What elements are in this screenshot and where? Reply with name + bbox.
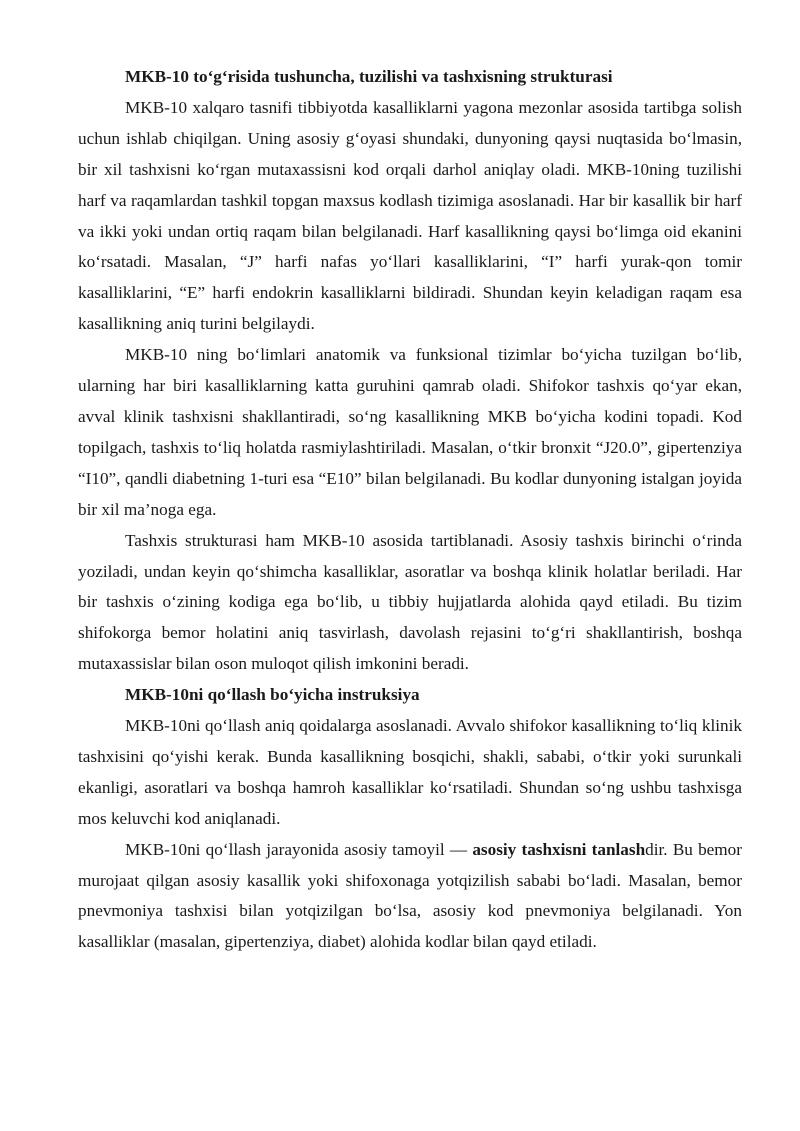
main-principle-text-before: MKB-10ni qo‘llash jarayonida asosiy tamoyil — <box>125 839 473 859</box>
document-page <box>78 62 742 958</box>
paragraph-main-principle <box>78 835 742 959</box>
paragraph-diagnosis-structure: Tashxis strukturasi ham MKB-10 asosida tartiblanadi. Asosiy tashxis birinchi o‘rinda yoziladi, undan keyin qo‘shimcha kasalliklar, asoratlar va boshqa klinik holatlar beriladi. Har bir tashxis o‘zining kodiga ega bo‘lib, u tibbiy hujjatlarda alohida qayd etiladi. Bu tizim shifokorga bemor holatini aniq tasvirlash, davolash rejasini to‘g‘ri shakllantirish, boshqa mutaxassislar bilan oson muloqot qilish imkonini beradi. <box>78 530 742 674</box>
paragraph-usage-rules: MKB-10ni qo‘llash aniq qoidalarga asoslanadi. Avvalo shifokor kasallikning to‘liq klinik tashxisini qo‘yishi kerak. Bunda kasallikning bosqichi, shakli, sababi, o‘tkir yoki surunkali ekanligi, asoratlari va boshqa hamroh kasalliklar ko‘rsatiladi. Shundan so‘ng ushbu tashxisga mos keluvchi kod aniqlanadi. <box>78 716 742 828</box>
main-principle-bold-term: asosiy tashxisni tanlash <box>472 839 646 859</box>
paragraph-mkb10-intro: MKB-10 xalqaro tasnifi tibbiyotda kasalliklarni yagona mezonlar asosida tartibga solish uchun ishlab chiqilgan. Uning asosiy g‘oyasi shundaki, dunyoning qaysi nuqtasida bo‘lmasin, bir xil tashxisni ko‘rgan mutaxassisni kod orqali darhol aniqlay oladi. MKB-10ning tuzilishi harf va raqamlardan tashkil topgan maxsus kodlash tizimiga asoslanadi. Har bir kasallik bir harf va ikki yoki undan ortiq raqam bilan belgilanadi. Harf kasallikning qaysi bo‘limga oid ekanini ko‘rsatadi. Masalan, “J” harfi nafas yo‘llari kasalliklarini, “I” harfi yurak-qon tomir kasalliklarini, “E” harfi endokrin kasalliklarni bildiradi. Shundan keyin keladigan raqam esa kasallikning aniq turini belgilaydi. <box>78 97 742 334</box>
paragraph-mkb10-sections: MKB-10 ning bo‘limlari anatomik va funksional tizimlar bo‘yicha tuzilgan bo‘lib, ularning har biri kasalliklarning katta guruhini qamrab oladi. Shifokor tashxis qo‘yar ekan, avval klinik tashxisni shakllantiradi, so‘ng kasallikning MKB bo‘yicha kodini topadi. Kod topilgach, tashxis to‘liq holatda rasmiylashtiriladi. Masalan, o‘tkir bronxit “J20.0”, gipertenziya “I10”, qandli diabetning 1-turi esa “E10” bilan belgilanadi. Bu kodlar dunyoning istalgan joyida bir xil ma’noga ega. <box>78 345 742 519</box>
section-heading-instructions: MKB-10ni qo‘llash bo‘yicha instruksiya <box>125 685 420 705</box>
main-principle-text-after: dir. Bu bemor murojaat qilgan asosiy kasallik yoki shifoxonaga yotqizilish sababi bo‘ladi. Masalan, bemor pnevmoniya tashxisi bilan yotqizilgan bo‘lsa, asosiy kod pnevmoniya belgilanadi. Yon kasalliklar (masalan, gipertenziya, diabet) alohida kodlar bilan qayd etiladi. <box>78 839 742 952</box>
section-heading-mkb10-structure: MKB-10 to‘g‘risida tushuncha, tuzilishi va tashxisning strukturasi <box>125 67 613 86</box>
